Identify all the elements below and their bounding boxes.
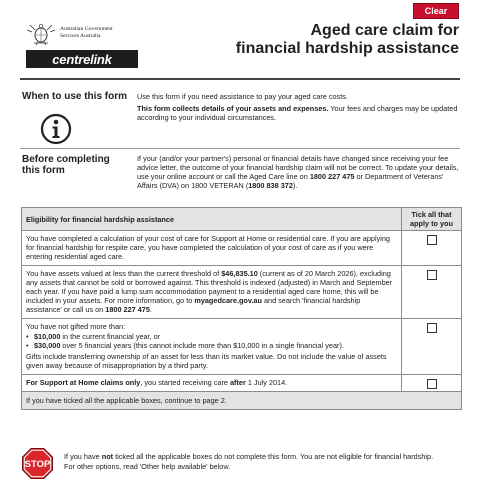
stop-line1-bold: not	[101, 452, 114, 461]
table-row	[22, 319, 462, 375]
stop-label: STOP	[24, 459, 51, 470]
row4-bold1: For Support at Home claims only	[26, 378, 141, 387]
continue-note: If you have ticked all the applicable boxes, continue to page 2.	[22, 392, 462, 410]
gift-limit-2-text: over 5 financial years (this cannot include more than $10,000 in a single financial year).	[60, 341, 344, 350]
before-body	[137, 154, 462, 190]
list-item	[26, 332, 397, 341]
row2-text	[22, 266, 402, 319]
myagedcare-link[interactable]: myagedcare.gov.au	[194, 296, 262, 305]
gift-limit-1-text: in the current financial year, or	[60, 332, 161, 341]
row2-phone: 1800 227 475	[105, 305, 150, 314]
clear-button[interactable]: Clear	[413, 3, 459, 19]
stop-message	[64, 452, 464, 471]
list-item	[26, 341, 397, 350]
row2-text-c: and search 'financial hardship assistance' or call us on	[26, 296, 361, 314]
stop-line1-a: If you have	[64, 452, 102, 461]
checkbox-assets[interactable]	[427, 270, 437, 280]
when-p2-bold: This form collects details of your assets and expenses.	[137, 104, 329, 113]
stop-line1	[64, 452, 464, 462]
form-title-line1: Aged care claim for	[310, 22, 459, 39]
form-title	[236, 22, 459, 58]
gov-line1: Australian Government	[60, 26, 113, 32]
when-body	[137, 92, 462, 122]
row1-text: You have completed a calculation of your cost of care for Support at Home or residential care. If you are applying for financial hardship for respite care, you have completed the calculation of your cost of care as if you were entering residential aged care.	[22, 231, 402, 266]
row2-text-a: You have assets valued at less than the current threshold of	[26, 269, 222, 278]
section-divider	[20, 148, 460, 149]
when-p2-rest: Your fees and charges may be updated according to your individual circumstances.	[137, 104, 458, 122]
table-row	[22, 266, 462, 319]
info-icon	[40, 113, 72, 145]
row3-intro: You have not gifted more than:	[26, 322, 126, 331]
before-text-start: If your (and/or your partner's) personal or financial details have changed since receiving your fee advice letter, the outcome of your financial hardship claim will not be correct. To update your details, use your online account or call the Aged Care line on	[137, 154, 459, 181]
table-row	[22, 231, 462, 266]
crest-icon	[26, 22, 56, 46]
row3-note: Gifts include transferring ownership of an asset for less than its market value. Do not include the value of assets given away because of misappropriation by a third party.	[26, 352, 387, 370]
gift-limit-1: $10,000	[34, 332, 61, 341]
stop-line1-b: ticked all the applicable boxes do not complete this form. You are not eligible for financial hardship.	[113, 452, 434, 461]
checkbox-cost-of-care[interactable]	[427, 235, 437, 245]
gov-line2: Services Australia	[60, 33, 101, 39]
table-row	[22, 375, 462, 392]
gift-list	[26, 332, 397, 350]
checkbox-gifts[interactable]	[427, 323, 437, 333]
row4-bold2: after	[229, 378, 246, 387]
gift-limit-2: $30,000	[34, 341, 61, 350]
row3-text	[22, 319, 402, 375]
table-header-row	[22, 208, 462, 231]
row4-text	[22, 375, 402, 392]
government-text	[60, 26, 150, 40]
when-heading: When to use this form	[22, 91, 127, 102]
before-text-end: ).	[292, 181, 298, 190]
eligibility-header: Eligibility for financial hardship assistance	[22, 208, 402, 231]
row2-text-b: (current as of 20 March 2026), excluding any assets that cannot be sold or borrowed against. This threshold is indexed (adjusted) in March and September each year. If you have paid a lump sum accommodation payment to a residential aged care home, this will be included in your assets. For more information, go to	[26, 269, 393, 305]
before-phone1: 1800 227 475	[309, 172, 355, 181]
checkbox-support-at-home[interactable]	[427, 379, 437, 389]
when-p1: Use this form if you need assistance to pay your aged care costs.	[137, 92, 348, 101]
before-heading-line1: Before completing	[22, 154, 110, 165]
header-rule	[20, 78, 460, 80]
stop-line2: For other options, read 'Other help available' below.	[64, 461, 231, 471]
before-text-mid: or Department of Veterans' Affairs (DVA) on 1800 VETERAN (	[137, 172, 444, 190]
when-p2	[137, 104, 462, 122]
table-footer-row	[22, 392, 462, 410]
before-heading	[22, 154, 110, 176]
eligibility-table	[21, 207, 462, 410]
tick-header: Tick all that apply to you	[402, 208, 462, 231]
stop-sign-icon	[22, 448, 53, 479]
row4-end: 1 July 2014.	[245, 378, 288, 387]
before-heading-line2: this form	[22, 165, 65, 176]
row4-mid: , you started receiving care	[140, 378, 230, 387]
row2-text-d: .	[149, 305, 152, 314]
asset-threshold: $46,835.10	[221, 269, 258, 278]
form-title-line2: financial hardship assistance	[235, 40, 459, 57]
before-phone2: 1800 838 372	[248, 181, 293, 190]
centrelink-brand: centrelink	[26, 50, 138, 68]
